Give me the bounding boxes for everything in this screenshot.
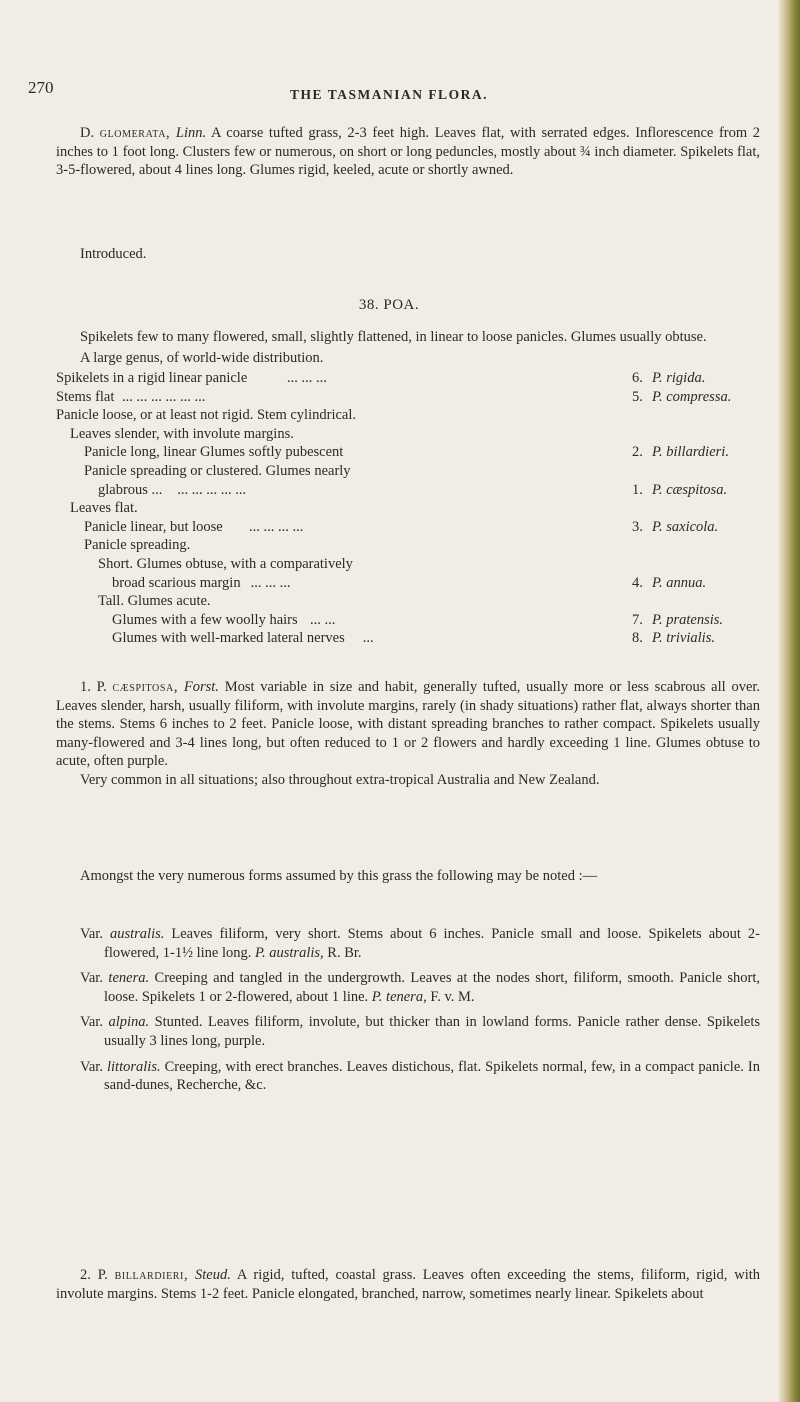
varieties-list: Var. australis. Leaves filiform, very short. Stems about 6 inches. Panicle small and loose. Spikelets about 2-flowered, 1-1½ line long. P. australis, R. Br. Var. tenera. Creeping and tangled in the undergrowth. Leaves at the nodes short, filiform, smooth. Panicle short, loose. Spikelets 1 or 2-flowered, about 1 line. P. tenera, F. v. M. Var. alpina. Stunted. Leaves filiform, involute, but thicker than in lowland forms. Panicle rather dense. Spikelets usually 3 lines long, purple. Var. littoralis. Creeping, with erect branches. Leaves distichous, flat. Spikelets normal, few, in a compact panicle. In sand-dunes, Recherche, &c. (80, 926, 761, 1094)
key-leader-dots: ... ... ... ... ... ... (122, 388, 206, 405)
key-lead: Spikelets in a rigid linear panicle (56, 370, 248, 386)
page-number: 270 (28, 78, 54, 97)
key-row (56, 519, 760, 538)
key-row (56, 463, 760, 482)
key-row (56, 389, 760, 408)
key-lead: Leaves flat. (70, 500, 138, 517)
key-lead: Panicle loose, or at least not rigid. Stem cylindrical. (56, 407, 356, 424)
species-key (56, 370, 760, 649)
key-row (56, 426, 760, 445)
key-lead: broad scarious margin (112, 574, 241, 591)
key-species-name: P. saxicola. (652, 518, 719, 535)
billardieri-paragraph: 2. P. billardieri, Steud. A rigid, tufted, coastal grass. Leaves often exceeding the stems, filiform, rigid, with involute margins. Stems 1-2 feet. Panicle elongated, branched, narrow, sometimes nearly linear. Spikelets about (56, 1267, 761, 1302)
genus-note: A large genus, of world-wide distribution. (80, 350, 324, 366)
key-row (56, 575, 760, 594)
key-row (56, 407, 760, 426)
running-head: THE TASMANIAN FLORA. (290, 87, 488, 102)
key-row (56, 537, 760, 556)
key-species-name: P. billardieri. (652, 444, 729, 461)
key-species-number: 5. (632, 388, 643, 405)
key-lead: Short. Glumes obtuse, with a comparatively (98, 555, 353, 572)
glomerata-paragraph: D. glomerata, Linn. A coarse tufted grass, 2-3 feet high. Leaves flat, with serrated edges. Inflorescence from 2 inches to 1 foot long. Clusters few or numerous, on short or long peduncles, mostly about ¾ inch diameter. Spikelets flat, 3-5-flowered, about 4 lines long. Glumes rigid, keeled, acute or shortly awned. (56, 125, 761, 179)
genus-description: Spikelets few to many flowered, small, slightly flattened, in linear to loose panicles. Glumes usually obtuse. (80, 329, 707, 345)
key-row (56, 482, 760, 501)
key-leader-dots: ... ... ... ... ... (177, 481, 247, 498)
key-row (56, 370, 760, 389)
key-species-number: 1. (632, 481, 643, 498)
key-species-name: P. trivialis. (652, 630, 715, 647)
key-species-name: P. cæspitosa. (652, 481, 728, 498)
page-edge-binding (778, 0, 800, 1402)
key-leader-dots: ... (362, 630, 374, 647)
key-row (56, 630, 760, 649)
key-row (56, 556, 760, 575)
key-leader-dots: ... ... ... (287, 370, 327, 386)
key-species-number: 2. (632, 444, 643, 461)
key-lead: Panicle long, linear Glumes softly pubescent (84, 444, 344, 461)
key-row (56, 444, 760, 463)
key-lead: Panicle spreading or clustered. Glumes nearly (84, 462, 351, 479)
key-species-number: 6. (632, 370, 643, 386)
key-row (56, 593, 760, 612)
key-species-name: P. compressa. (652, 388, 732, 405)
key-lead: glabrous ... (98, 481, 163, 498)
caespitosa-paragraph: 1. P. cæspitosa, Forst. Most variable in size and habit, generally tufted, usually more or less scabrous all over. Leaves slender, harsh, usually filiform, with involute margins, rarely (in shady situations) rather flat, always shorter than the stems. Stems 6 inches to 2 feet. Panicle loose, with distant spreading branches to rather compact. Spikelets usually many-flowered and 3-4 lines long, but often reduced to 1 or 2 flowers and hardly exceeding 1 line. Glumes obtuse to acute, often purple. Very common in all situations; also throughout extra-tropical Australia and New Zealand. (56, 679, 761, 788)
forms-intro: Amongst the very numerous forms assumed by this grass the following may be noted :— (80, 868, 598, 884)
key-lead: Stems flat (56, 388, 115, 405)
key-species-name: P. pratensis. (652, 611, 724, 628)
key-lead: Leaves slender, with involute margins. (70, 425, 294, 442)
genus-heading: 38. POA. (358, 297, 420, 313)
key-leader-dots: ... ... ... (250, 574, 291, 591)
key-species-number: 8. (632, 630, 643, 647)
key-leader-dots: ... ... ... ... (249, 518, 304, 535)
key-species-number: 3. (632, 518, 643, 535)
key-species-number: 7. (632, 611, 643, 628)
key-row (56, 500, 760, 519)
key-lead: Glumes with a few woolly hairs (112, 611, 298, 628)
key-lead: Glumes with well-marked lateral nerves (112, 630, 345, 647)
key-species-name: P. annua. (652, 574, 707, 591)
key-species-name: P. rigida. (652, 370, 706, 386)
key-species-number: 4. (632, 574, 643, 591)
key-row (56, 612, 760, 631)
key-lead: Tall. Glumes acute. (98, 593, 211, 610)
key-leader-dots: ... ... (310, 611, 336, 628)
key-lead: Panicle spreading. (84, 537, 191, 554)
glomerata-note: Introduced. (80, 246, 147, 262)
key-lead: Panicle linear, but loose (84, 518, 223, 535)
